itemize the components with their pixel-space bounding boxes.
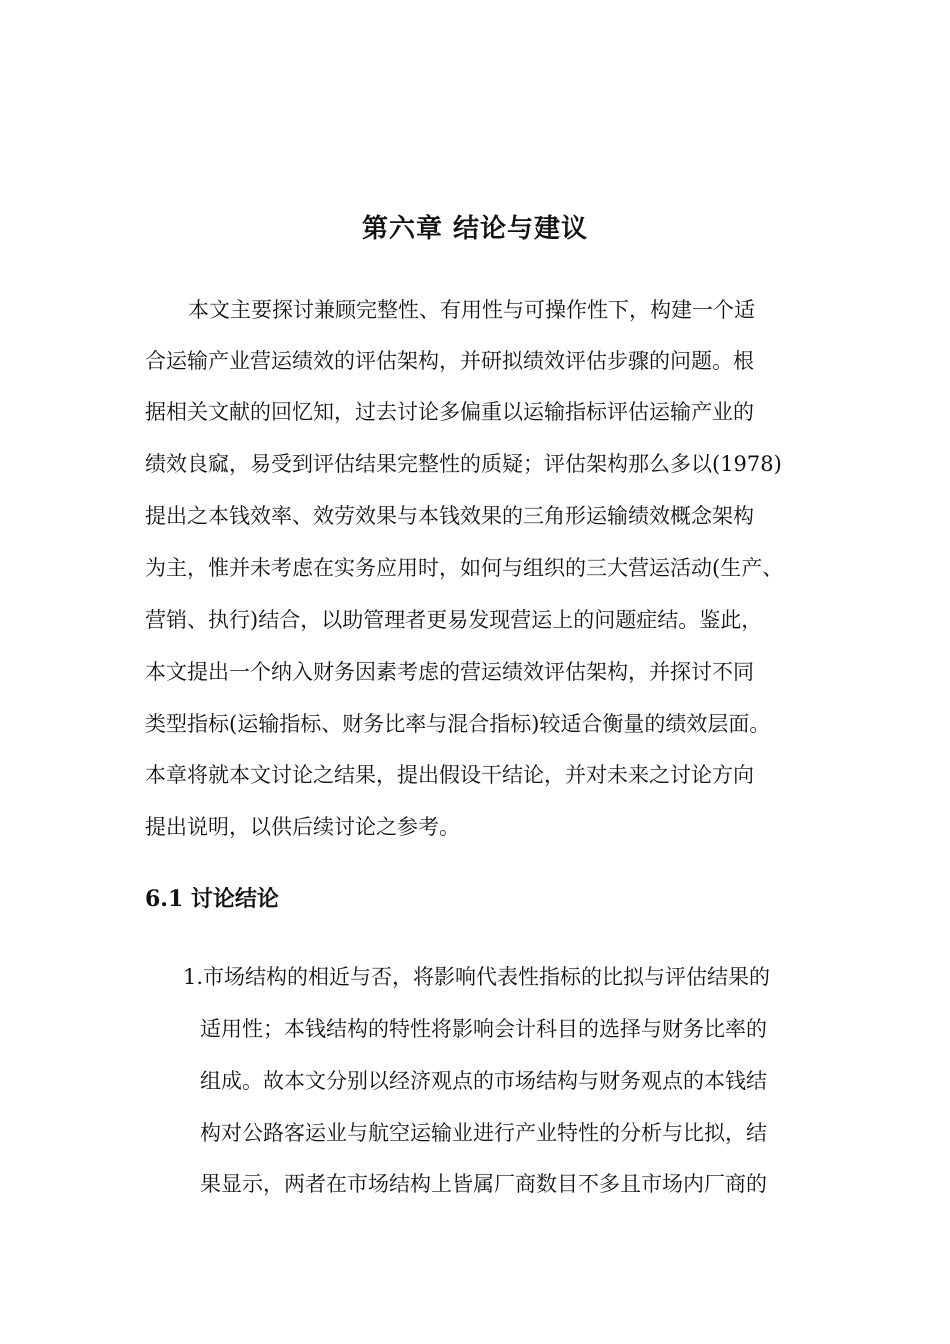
list-item-line: 适用性；本钱结构的特性将影响会计科目的选择与财务比率的 (200, 1017, 767, 1041)
intro-line: 本章将就本文讨论之结果，提出假设干结论，并对未来之讨论方向 (145, 763, 754, 787)
intro-line: 营销、执行)结合，以助管理者更易发现营运上的问题症结。鉴此， (145, 608, 763, 632)
intro-line: 本文提出一个纳入财务因素考虑的营运绩效评估架构，并探讨不同 (145, 660, 754, 684)
list-item-line: 组成。故本文分别以经济观点的市场结构与财务观点的本钱结 (200, 1069, 767, 1093)
intro-line: 类型指标(运输指标、财务比率与混合指标)较适合衡量的绩效层面。 (145, 712, 771, 736)
intro-line: 本文主要探讨兼顾完整性、有用性与可操作性下，构建一个适 (188, 298, 755, 322)
list-item-line: 构对公路客运业与航空运输业进行产业特性的分析与比拟，结 (200, 1121, 767, 1145)
section-heading: 6.1 讨论结论 (145, 886, 279, 912)
chapter-title: 第六章 结论与建议 (361, 214, 589, 244)
intro-line: 绩效良窳，易受到评估结果完整性的质疑；评估架构那么多以(1978) (145, 452, 782, 476)
intro-line: 为主，惟并未考虑在实务应用时，如何与组织的三大营运活动(生产、 (145, 556, 784, 580)
list-item-line: 1.市场结构的相近与否，将影响代表性指标的比拟与评估结果的 (183, 965, 771, 989)
intro-line: 提出之本钱效率、效劳效果与本钱效果的三角形运输绩效概念架构 (145, 504, 754, 528)
intro-line: 据相关文献的回忆知，过去讨论多偏重以运输指标评估运输产业的 (145, 400, 754, 424)
list-item-line: 果显示，两者在市场结构上皆属厂商数目不多且市场内厂商的 (200, 1172, 767, 1196)
intro-line: 提出说明，以供后续讨论之参考。 (145, 815, 460, 839)
intro-line: 合运输产业营运绩效的评估架构，并研拟绩效评估步骤的问题。根 (145, 349, 754, 373)
